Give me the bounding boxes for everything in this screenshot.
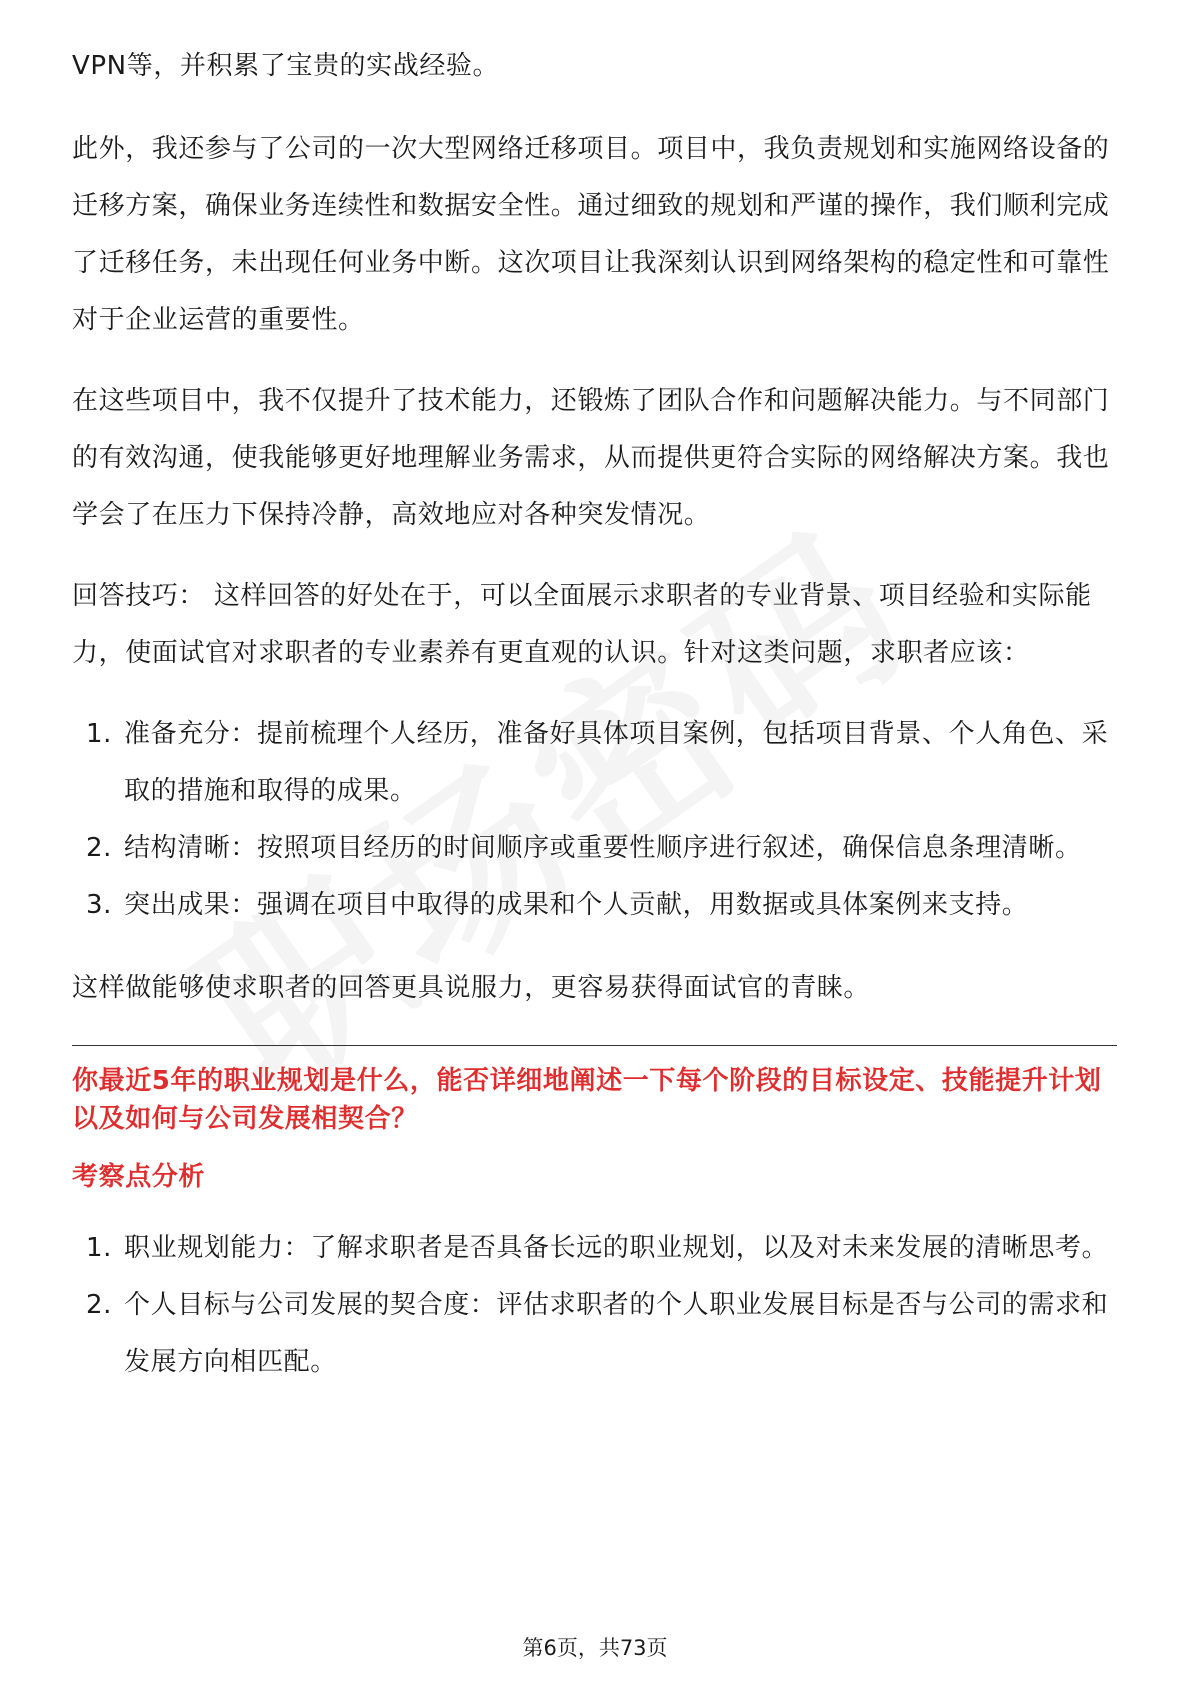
list-text: 职业规划能力：了解求职者是否具备长远的职业规划，以及对未来发展的清晰思考。: [124, 1233, 1109, 1263]
list-number: 2.: [86, 1290, 113, 1320]
analysis-list: [72, 1220, 1117, 1391]
document-page: [72, 38, 1117, 1417]
analysis-heading: 考察点分析: [72, 1162, 206, 1192]
paragraph-closing: 这样做能够使求职者的回答更具说服力，更容易获得面试官的青睐。: [72, 973, 871, 1003]
list-text: 结构清晰：按照项目经历的时间顺序或重要性顺序进行叙述，确保信息条理清晰。: [124, 833, 1082, 863]
section-divider: [72, 1045, 1117, 1046]
list-number: 3.: [86, 890, 113, 920]
tips-list: [72, 706, 1117, 934]
paragraph-skills: 在这些项目中，我不仅提升了技术能力，还锻炼了团队合作和问题解决能力。与不同部门的有效沟通，使我能够更好地理解业务需求，从而提供更符合实际的网络解决方案。我也学会了在压力下保持冷静，高效地应对各种突发情况。: [72, 386, 1110, 530]
list-item: [72, 706, 1117, 820]
paragraph-migration-project: 此外，我还参与了公司的一次大型网络迁移项目。项目中，我负责规划和实施网络设备的迁移方案，确保业务连续性和数据安全性。通过细致的规划和严谨的操作，我们顺利完成了迁移任务，未出现任何业务中断。这次项目让我深刻认识到网络架构的稳定性和可靠性对于企业运营的重要性。: [72, 134, 1110, 335]
list-text: 个人目标与公司发展的契合度：评估求职者的个人职业发展目标是否与公司的需求和发展方向相匹配。: [124, 1290, 1109, 1377]
list-item: [72, 877, 1117, 934]
list-text: 突出成果：强调在项目中取得的成果和个人贡献，用数据或具体案例来支持。: [124, 890, 1029, 920]
list-item: [72, 1220, 1117, 1277]
list-number: 1.: [86, 719, 113, 749]
paragraph-answer-tips: 回答技巧： 这样回答的好处在于，可以全面展示求职者的专业背景、项目经验和实际能力，使面试官对求职者的专业素养有更直观的认识。针对这类问题，求职者应该：: [72, 581, 1092, 668]
list-number: 2.: [86, 833, 113, 863]
paragraph-intro: VPN等，并积累了宝贵的实战经验。: [72, 51, 500, 81]
list-text: 准备充分：提前梳理个人经历，准备好具体项目案例，包括项目背景、个人角色、采取的措施和取得的成果。: [124, 719, 1109, 806]
page-footer: 第6页，共73页: [522, 1636, 668, 1660]
list-item: [72, 1277, 1117, 1391]
question-heading: 你最近5年的职业规划是什么，能否详细地阐述一下每个阶段的目标设定、技能提升计划以及如何与公司发展相契合？: [72, 1066, 1102, 1134]
list-item: [72, 820, 1117, 877]
list-number: 1.: [86, 1233, 113, 1263]
